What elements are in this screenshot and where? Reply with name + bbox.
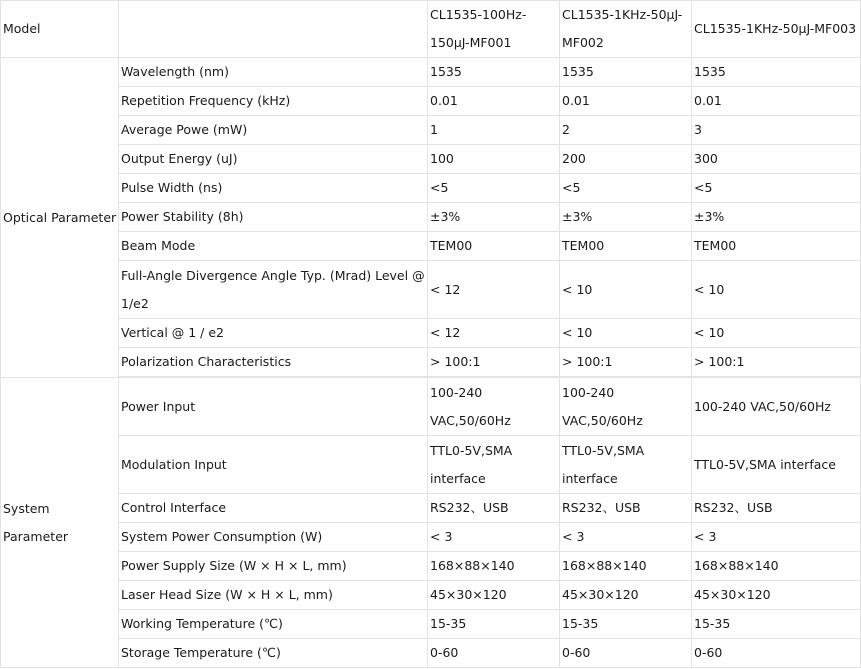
- table-row: [1, 494, 861, 523]
- value-cell: <5: [428, 174, 560, 203]
- value-cell: 15-35: [560, 610, 692, 639]
- table-row: [1, 639, 861, 668]
- table-row: [1, 174, 861, 203]
- table-row: [1, 116, 861, 145]
- value-cell: 100-240 VAC,50/60Hz: [428, 378, 560, 436]
- group-label-optical: Optical Parameter: [1, 58, 119, 378]
- value-cell: < 10: [692, 319, 861, 348]
- value-cell: 1: [428, 116, 560, 145]
- table-row: [1, 58, 861, 87]
- value-cell: < 10: [692, 261, 861, 319]
- table-row: [1, 261, 861, 319]
- table-row: [1, 232, 861, 261]
- param-label: Power Stability (8h): [119, 203, 428, 232]
- model-label: Model: [1, 1, 119, 58]
- table-header-row: [1, 1, 861, 58]
- model-name: CL1535-100Hz-150μJ-MF001: [428, 1, 560, 58]
- value-cell: <5: [560, 174, 692, 203]
- param-label: Control Interface: [119, 494, 428, 523]
- param-label: System Power Consumption (W): [119, 523, 428, 552]
- table-row: [1, 319, 861, 348]
- value-cell: 45×30×120: [560, 581, 692, 610]
- table-row: [1, 523, 861, 552]
- table-row: [1, 436, 861, 494]
- table-row: [1, 610, 861, 639]
- table-row: [1, 145, 861, 174]
- param-label: Power Input: [119, 378, 428, 436]
- value-cell: 0-60: [692, 639, 861, 668]
- value-cell: TEM00: [560, 232, 692, 261]
- value-cell: TTL0-5V,SMA interface: [692, 436, 861, 494]
- value-cell: 15-35: [428, 610, 560, 639]
- table-row: [1, 552, 861, 581]
- value-cell: 168×88×140: [692, 552, 861, 581]
- param-label: Pulse Width (ns): [119, 174, 428, 203]
- param-label: Modulation Input: [119, 436, 428, 494]
- value-cell: < 3: [428, 523, 560, 552]
- value-cell: ±3%: [560, 203, 692, 232]
- model-name: CL1535-1KHz-50μJ-MF003: [692, 1, 861, 58]
- table-row: [1, 378, 861, 436]
- table-row: [1, 203, 861, 232]
- param-label: Storage Temperature (℃): [119, 639, 428, 668]
- param-label: Laser Head Size (W × H × L, mm): [119, 581, 428, 610]
- value-cell: 1535: [692, 58, 861, 87]
- value-cell: 168×88×140: [428, 552, 560, 581]
- param-label: Power Supply Size (W × H × L, mm): [119, 552, 428, 581]
- value-cell: 200: [560, 145, 692, 174]
- value-cell: < 12: [428, 319, 560, 348]
- value-cell: 15-35: [692, 610, 861, 639]
- param-label: Repetition Frequency (kHz): [119, 87, 428, 116]
- group-label-system: System Parameter: [1, 378, 119, 668]
- param-label: Vertical @ 1 / e2: [119, 319, 428, 348]
- value-cell: TTL0-5V,SMA interface: [428, 436, 560, 494]
- value-cell: < 3: [560, 523, 692, 552]
- param-label: Full-Angle Divergence Angle Typ. (Mrad) Level @ 1/e2: [119, 261, 428, 319]
- value-cell: < 10: [560, 261, 692, 319]
- value-cell: TEM00: [692, 232, 861, 261]
- value-cell: RS232、USB: [560, 494, 692, 523]
- value-cell: 45×30×120: [692, 581, 861, 610]
- value-cell: > 100:1: [428, 348, 560, 377]
- value-cell: > 100:1: [692, 348, 861, 377]
- value-cell: 100-240 VAC,50/60Hz: [692, 378, 861, 436]
- value-cell: < 3: [692, 523, 861, 552]
- table-row: [1, 87, 861, 116]
- value-cell: 300: [692, 145, 861, 174]
- param-label: Polarization Characteristics: [119, 348, 428, 377]
- param-label: Average Powe (mW): [119, 116, 428, 145]
- value-cell: 0.01: [692, 87, 861, 116]
- value-cell: 100: [428, 145, 560, 174]
- value-cell: ±3%: [428, 203, 560, 232]
- value-cell: RS232、USB: [428, 494, 560, 523]
- value-cell: ±3%: [692, 203, 861, 232]
- value-cell: TEM00: [428, 232, 560, 261]
- value-cell: 3: [692, 116, 861, 145]
- value-cell: 2: [560, 116, 692, 145]
- value-cell: TTL0-5V,SMA interface: [560, 436, 692, 494]
- value-cell: 168×88×140: [560, 552, 692, 581]
- value-cell: RS232、USB: [692, 494, 861, 523]
- value-cell: 0.01: [560, 87, 692, 116]
- value-cell: 45×30×120: [428, 581, 560, 610]
- table-row: [1, 348, 861, 377]
- value-cell: <5: [692, 174, 861, 203]
- table-row: [1, 581, 861, 610]
- value-cell: 100-240 VAC,50/60Hz: [560, 378, 692, 436]
- value-cell: > 100:1: [560, 348, 692, 377]
- value-cell: 1535: [428, 58, 560, 87]
- param-label: Working Temperature (℃): [119, 610, 428, 639]
- value-cell: 0-60: [560, 639, 692, 668]
- param-label: Wavelength (nm): [119, 58, 428, 87]
- param-label: Output Energy (uJ): [119, 145, 428, 174]
- param-label: Beam Mode: [119, 232, 428, 261]
- value-cell: 0-60: [428, 639, 560, 668]
- value-cell: < 10: [560, 319, 692, 348]
- value-cell: 1535: [560, 58, 692, 87]
- value-cell: 0.01: [428, 87, 560, 116]
- header-empty-cell: [119, 1, 428, 58]
- value-cell: < 12: [428, 261, 560, 319]
- model-name: CL1535-1KHz-50μJ-MF002: [560, 1, 692, 58]
